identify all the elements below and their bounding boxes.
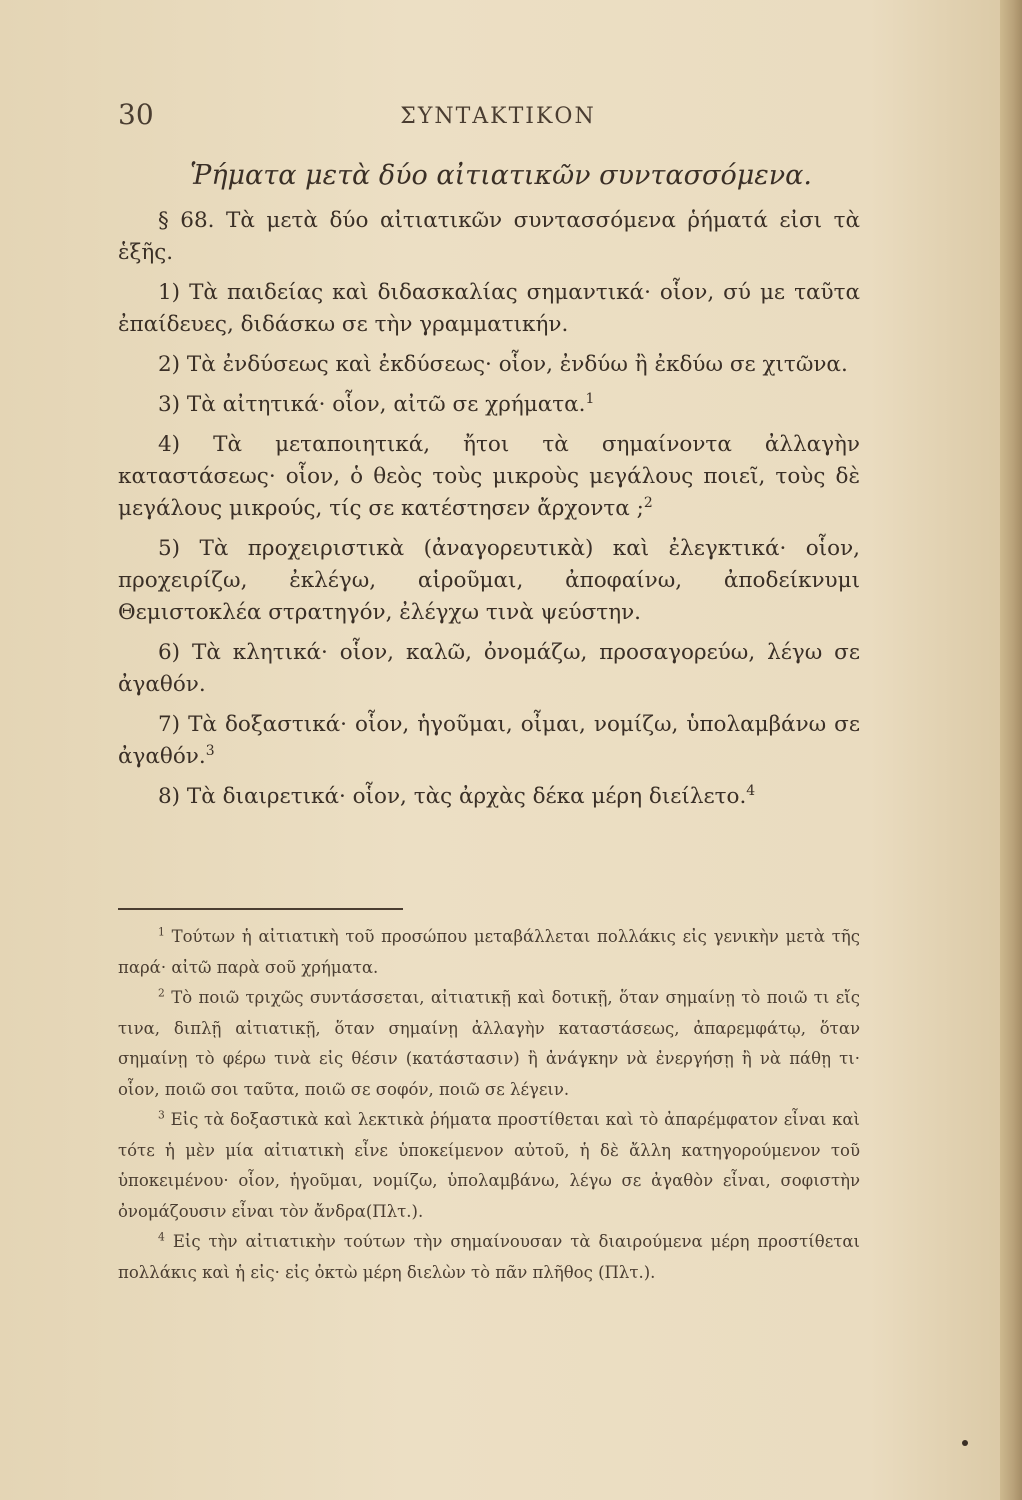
footnote-marker: 4 <box>158 1230 165 1244</box>
footnote: $^4$ Εἰς τὴν αἰτιατικὴν τούτων τὴν σημαίνουσαν τὰ διαιρούμενα μέρη προστίθεται πολλάκις καὶ ἡ εἰς· εἰς ὀκτὼ μέρη διελὼν τὸ πᾶν πλῆθος (Πλτ.). <box>118 1230 860 1282</box>
list-item-5: 5) Τὰ προχειριστικὰ (ἀναγορευτικὰ) καὶ ἐλεγκτικά· οἷον, προχειρίζω, ἐκλέγω, αἱροῦμαι, ἀποφαίνω, ἀποδείκνυμι Θεμιστοκλέα στρατηγόν, ἐλέγχω τινὰ ψεύστην. <box>118 536 860 625</box>
footnote: $^3$ Εἰς τὰ δοξαστικὰ καὶ λεκτικὰ ῥήματα προστίθεται καὶ τὸ ἀπαρέμφατον εἶναι καὶ τότε ἡ μὲν μία αἰτιατικὴ εἶνε ὑποκείμενον αὐτοῦ, ἡ δὲ ἄλλη κατηγορούμενον τοῦ ὑποκειμένου· οἷον, ἡγοῦμαι, νομίζω, ὑπολαμβάνω, λέγω σε ἀγαθὸν εἶναι, σοφιστὴν ὀνομάζουσιν εἶναι τὸν ἄνδρα(Πλτ.). <box>118 1108 861 1221</box>
section-heading: Ῥήματα μετὰ δύο αἰτιατικῶν συντασσόμενα. <box>190 160 812 191</box>
footnote-marker: 2 <box>158 986 165 1000</box>
footnote-ref[interactable]: 3 <box>205 742 215 759</box>
list-item-4: 4) Τὰ μεταποιητικά, ἤτοι τὰ σημαίνοντα ἀλλαγὴν καταστάσεως· οἷον, ὁ θεὸς τοὺς μικροὺς μεγάλους ποιεῖ, τοὺς δὲ μεγάλους μικρούς, τίς σε κατέστησεν ἄρχοντα ;$^2$ <box>118 432 860 521</box>
list-item-3: 3) Τὰ αἰτητικά· οἷον, αἰτῶ σε χρήματα.$^1$ <box>158 390 595 417</box>
ink-dot <box>962 1440 968 1446</box>
footnote-divider <box>118 908 403 910</box>
footnote-marker: 3 <box>158 1108 165 1122</box>
footnote-ref[interactable]: 1 <box>585 390 595 407</box>
page-header <box>118 98 878 138</box>
footnote-ref[interactable]: 2 <box>643 494 653 511</box>
paragraph-68: § 68. Τὰ μετὰ δύο αἰτιατικῶν συντασσόμενα ῥήματά εἰσι τὰ ἑξῆς. <box>118 208 860 265</box>
list-item-1: 1) Τὰ παιδείας καὶ διδασκαλίας σημαντικά· οἷον, σύ με ταῦτα ἐπαίδευες, διδάσκω σε τὴν γραμματικήν. <box>118 280 860 337</box>
running-title: ΣΥΝΤΑΚΤΙΚΟΝ <box>400 104 596 129</box>
footnote-marker: 1 <box>158 925 165 939</box>
footnote: $^2$ Τὸ ποιῶ τριχῶς συντάσσεται, αἰτιατικῇ καὶ δοτικῇ, ὅταν σημαίνῃ τὸ ποιῶ τι εἴς τινα, διπλῇ αἰτιατικῇ, ὅταν σημαίνῃ ἀλλαγὴν καταστάσεως, ἀπαρεμφάτῳ, ὅταν σημαίνῃ τὸ φέρω τινὰ εἰς θέσιν (κατάστασιν) ἢ ἀνάγκην νὰ ἐνεργήσῃ ἢ νὰ πάθῃ τι· οἷον, ποιῶ σοι ταῦτα, ποιῶ σε σοφόν, ποιῶ σε λέγειν. <box>118 986 860 1099</box>
page-edge <box>1000 0 1022 1500</box>
list-item-6: 6) Τὰ κλητικά· οἷον, καλῶ, ὀνομάζω, προσαγορεύω, λέγω σε ἀγαθόν. <box>118 640 860 697</box>
footnote: $^1$ Τούτων ἡ αἰτιατικὴ τοῦ προσώπου μεταβάλλεται πολλάκις εἰς γενικὴν μετὰ τῆς παρά· αἰτῶ παρὰ σοῦ χρήματα. <box>118 925 861 977</box>
list-item-2: 2) Τὰ ἐνδύσεως καὶ ἐκδύσεως· οἷον, ἐνδύω ἢ ἐκδύω σε χιτῶνα. <box>158 352 848 377</box>
page-number: 30 <box>118 98 154 131</box>
list-item-8: 8) Τὰ διαιρετικά· οἷον, τὰς ἀρχὰς δέκα μέρη διείλετο.$^4$ <box>158 782 756 809</box>
list-item-7: 7) Τὰ δοξαστικά· οἷον, ἡγοῦμαι, οἶμαι, νομίζω, ὑπολαμβάνω σε ἀγαθόν.$^3$ <box>118 712 860 769</box>
footnote-ref[interactable]: 4 <box>746 782 756 799</box>
footnotes <box>118 922 860 1288</box>
body-text <box>118 205 860 813</box>
